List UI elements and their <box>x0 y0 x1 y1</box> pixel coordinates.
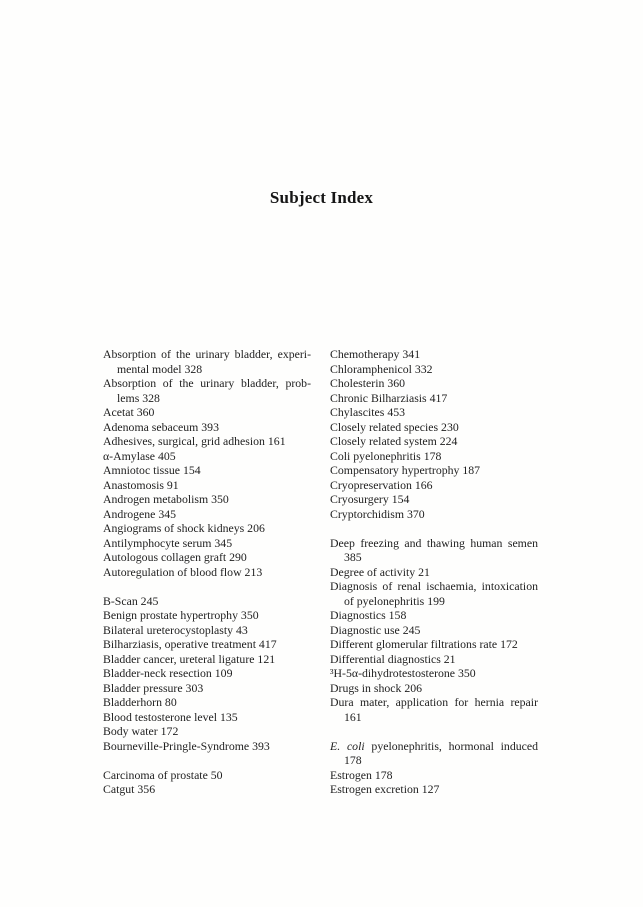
index-entry-line: B-Scan 245 <box>103 593 159 608</box>
page-title: Subject Index <box>269 188 374 207</box>
index-entry-line: Androgene 345 <box>103 506 177 521</box>
index-entry-line: Amniotoc tissue 154 <box>103 463 201 477</box>
index-entry-line: 178 <box>344 753 362 767</box>
index-entry-line: Adenoma sebaceum 393 <box>103 419 219 434</box>
index-entry-line: Closely related system 224 <box>330 434 458 448</box>
index-entry-line: Anastomosis 91 <box>103 477 179 492</box>
index-entry-line: Bilateral ureterocystoplasty 43 <box>103 622 248 637</box>
index-entry-line: Closely related species 230 <box>330 419 459 434</box>
index-entry-line: Autologous collagen graft 290 <box>103 550 247 564</box>
index-entry-line: Bladder-neck resection 109 <box>103 666 233 680</box>
index-group-gap <box>103 579 311 594</box>
index-entry-line: Cryosurgery 154 <box>330 492 410 506</box>
index-entry-line: Deep freezing and thawing human semen <box>330 535 538 550</box>
index-group-gap <box>330 521 538 536</box>
index-entry-line: Estrogen excretion 127 <box>330 782 440 796</box>
index-entry-line: Estrogen 178 <box>330 767 393 782</box>
index-entry-line: Cryptorchidism 370 <box>330 506 425 521</box>
index-column-right <box>330 347 538 797</box>
index-entry-line: Benign prostate hypertrophy 350 <box>103 608 259 622</box>
index-entry-line: Different glomerular filtrations rate 172 <box>330 637 518 651</box>
index-entry-line: of pyelonephritis 199 <box>344 593 445 608</box>
index-entry-line: Bladder cancer, ureteral ligature 121 <box>103 651 276 666</box>
index-entry-line: E. coli pyelonephritis, hormonal induced <box>330 738 538 753</box>
index-entry-line: Drugs in shock 206 <box>330 680 423 695</box>
index-entry-line: Chloramphenicol 332 <box>330 361 433 376</box>
index-entry-line: Dura mater, application for hernia repair <box>330 695 538 709</box>
index-entry-line: Diagnostic use 245 <box>330 622 421 637</box>
index-entry-line: lems 328 <box>117 390 160 405</box>
index-entry-line: Absorption of the urinary bladder, experi- <box>103 347 311 361</box>
index-entry-line: Carcinoma of prostate 50 <box>103 767 223 782</box>
index-entry-line: Differential diagnostics 21 <box>330 651 456 666</box>
index-entry-line: Autoregulation of blood flow 213 <box>103 564 263 579</box>
index-entry-line: Bladderhorn 80 <box>103 695 177 709</box>
index-entry-line: Absorption of the urinary bladder, prob- <box>103 376 311 390</box>
index-entry-line: Blood testosterone level 135 <box>103 709 238 724</box>
index-entry-line: Angiograms of shock kidneys 206 <box>103 521 265 535</box>
index-entry-line: Catgut 356 <box>103 782 156 796</box>
index-entry-line: Cryopreservation 166 <box>330 477 433 492</box>
index-entry-line: Adhesives, surgical, grid adhesion 161 <box>103 434 286 448</box>
index-group-gap <box>103 753 311 768</box>
index-entry-line: Cholesterin 360 <box>330 376 406 390</box>
index-group-gap <box>330 724 538 739</box>
index-entry-line: Diagnostics 158 <box>330 608 407 622</box>
index-entry-line: Coli pyelonephritis 178 <box>330 448 442 463</box>
index-entry-line: α-Amylase 405 <box>103 448 176 463</box>
index-entry-line: Degree of activity 21 <box>330 564 430 579</box>
index-entry-line: Body water 172 <box>103 724 179 738</box>
index-entry-line: Bilharziasis, operative treatment 417 <box>103 637 277 651</box>
index-entry-line: ³H-5α-dihydrotestosterone 350 <box>330 666 476 680</box>
index-entry-line: mental model 328 <box>117 361 203 376</box>
index-columns <box>103 347 538 797</box>
italic-term: E. coli <box>330 738 365 753</box>
index-entry-line: Bourneville-Pringle-Syndrome 393 <box>103 738 270 753</box>
index-entry-line: Androgen metabolism 350 <box>103 492 229 506</box>
index-entry-line: 161 <box>344 709 362 724</box>
index-entry-line: 385 <box>344 550 362 564</box>
index-entry-line: Chronic Bilharziasis 417 <box>330 390 448 405</box>
index-entry-line: Bladder pressure 303 <box>103 680 204 695</box>
index-entry-line: Compensatory hypertrophy 187 <box>330 463 481 477</box>
index-entry-line: Chylascites 453 <box>330 405 406 419</box>
index-entry-line: Antilymphocyte serum 345 <box>103 535 233 550</box>
index-entry-line: Acetat 360 <box>103 405 155 419</box>
index-entry-line: Chemotherapy 341 <box>330 347 421 361</box>
index-entry-line: Diagnosis of renal ischaemia, intoxication <box>330 579 538 593</box>
index-column-left <box>103 347 311 797</box>
